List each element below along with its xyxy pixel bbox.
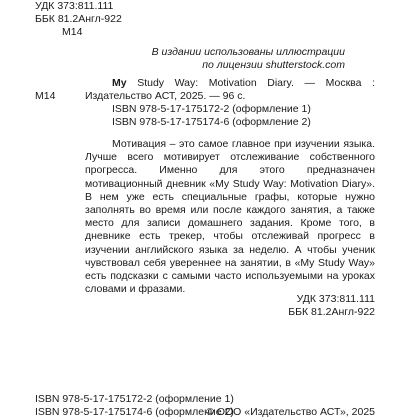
catalog-isbn-2: ISBN 978-5-17-175174-6 (оформление 2): [112, 116, 311, 128]
license-line-2: по лицензии shutterstock.com: [202, 59, 345, 71]
catalog-title-bold: My: [112, 77, 127, 89]
catalog-isbn-1: ISBN 978-5-17-175172-2 (оформление 1): [112, 103, 311, 115]
bbk-code: ББК 81.2Англ-922: [35, 13, 122, 25]
footer-isbn-1: ISBN 978-5-17-175172-2 (оформление 1): [35, 393, 234, 405]
bottom-bbk-code: ББК 81.2Англ-922: [288, 306, 375, 318]
catalog-description: [85, 77, 375, 103]
classification-codes: [35, 0, 122, 39]
author-mark: М14: [62, 26, 83, 38]
copyright-notice: © ООО «Издательство АСТ», 2025: [206, 406, 375, 418]
bottom-classification-codes: [0, 293, 375, 319]
catalog-record: [85, 77, 375, 129]
udk-code: УДК 373:811.111: [35, 0, 114, 12]
license-note: [0, 46, 345, 72]
footer-isbn-block: [35, 393, 234, 419]
catalog-title-rest: Study Way: Motivation Diary. — Москва : Издательство АСТ, 2025. — 96 с.: [85, 77, 375, 102]
footer-isbn-2: ISBN 978-5-17-175174-6 (оформление 2): [35, 406, 234, 418]
bottom-udk-code: УДК 373:811.111: [296, 293, 375, 305]
license-line-1: В издании использованы иллюстрации: [151, 46, 345, 58]
catalog-author-mark: М14: [35, 90, 56, 102]
annotation-paragraph: Мотивация – это самое главное при изучении языка. Лучше всего мотивирует отслеживание собственного прогресса. Именно для этого предназначен мотивационный дневник «My Study Way: Motivation Diary». В нем уже есть специальные графы, которые нужно заполнять во время или после каждого занятия, а также место для записи домашнего задания. Кроме того, в дневнике есть трекер, чтобы отслеживай прогресс в изучении английского языка за неделю. А чтобы ученик чувствовал себя увереннее на занятии, в «My Study Way» есть подсказки с самыми часто используемыми на уроках словами и фразами.: [85, 138, 375, 296]
